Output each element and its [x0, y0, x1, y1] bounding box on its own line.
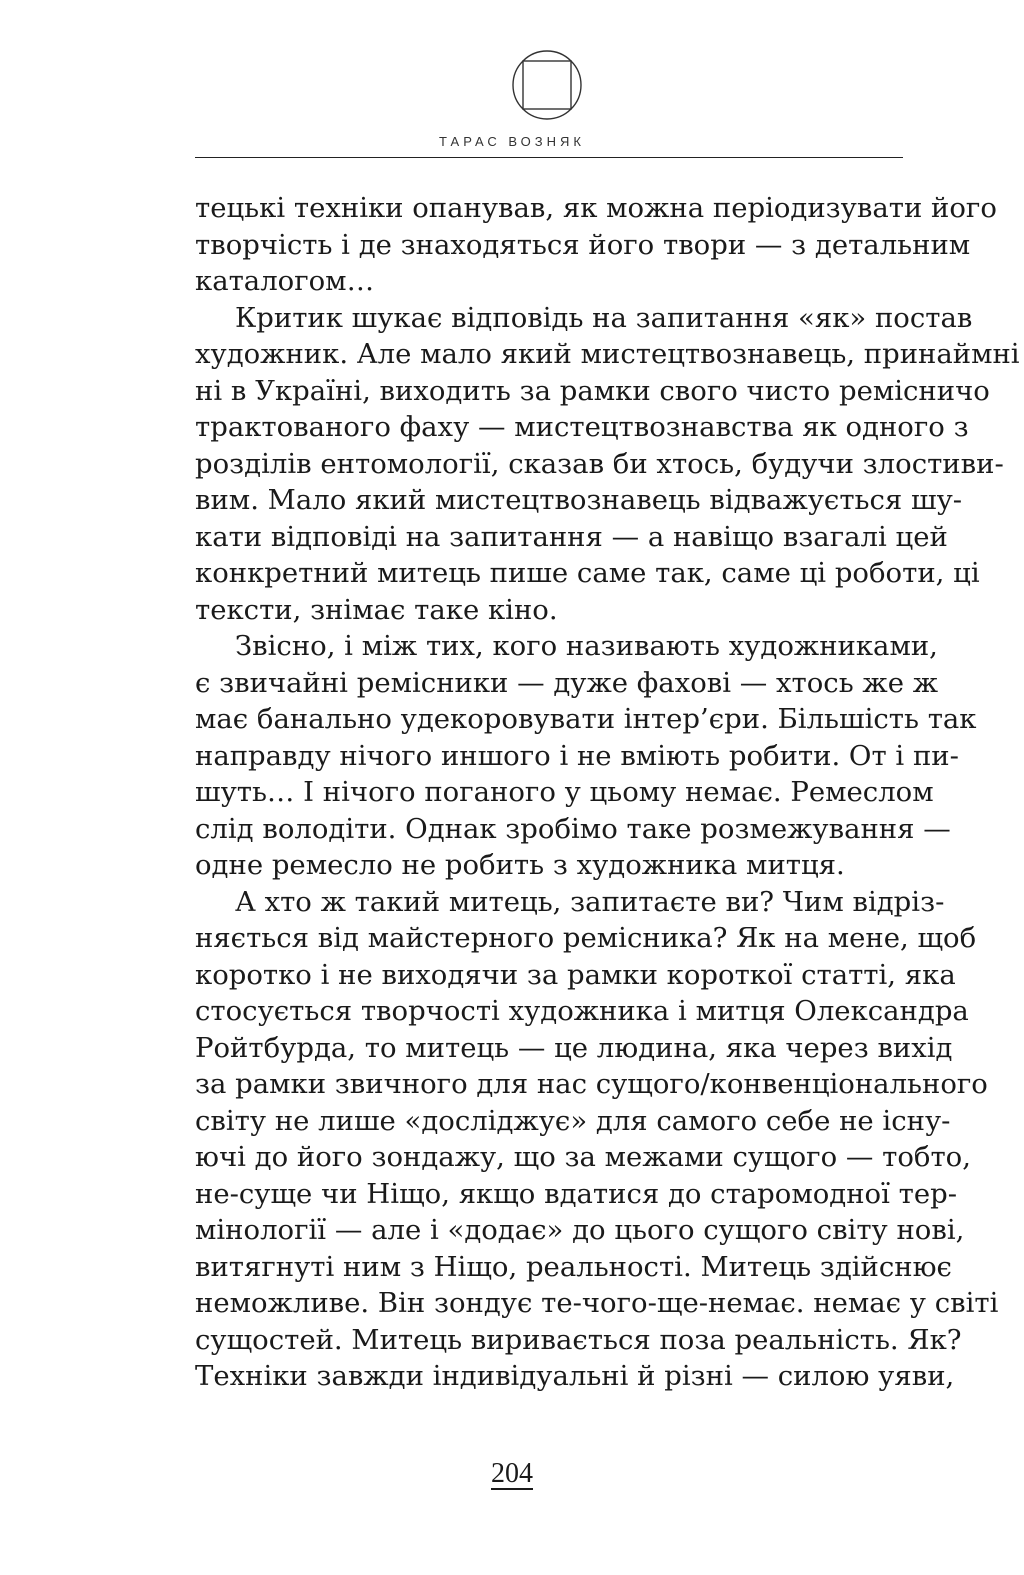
text-line: трактованого фаху — мистецтвознавства як одного з [195, 411, 969, 443]
text-line: А хто ж такий митець, запитаєте ви? Чим відріз- [235, 885, 945, 918]
header-rule [195, 157, 903, 158]
text-line: художник. Але мало який мистецтвознавець, принаймні [195, 338, 1020, 370]
text-line: Ройтбурда, то митець — це людина, яка через вихід [195, 1031, 953, 1064]
running-header-author: ТАРАС ВОЗНЯК [439, 134, 585, 149]
text-line: Техніки завжди індивідуальні й різні — силою уяви, [195, 1360, 955, 1392]
text-line: одне ремесло не робить з художника митця. [195, 849, 845, 881]
text-line: каталогом… [195, 265, 375, 297]
text-line: тецькі техніки опанував, як можна періодизувати його [195, 192, 997, 224]
text-line: є звичайні ремісники — дуже фахові — хтось же ж [195, 666, 939, 699]
text-line: за рамки звичного для нас сущого/конвенціонального [195, 1068, 988, 1100]
text-line: розділів ентомології, сказав би хтось, будучи злостиви- [195, 447, 1004, 480]
text-line: ні в Україні, виходить за рамки свого чисто ремісничо [195, 374, 990, 407]
text-line: не-суще чи Ніщо, якщо вдатися до старомодної тер- [195, 1177, 958, 1210]
page-number: 204 [491, 1458, 533, 1489]
text-line: коротко і не виходячи за рамки короткої статті, яка [195, 958, 956, 991]
text-line: тексти, знімає таке кіно. [195, 593, 558, 626]
text-line: сущостей. Митець виривається поза реальність. Як? [195, 1323, 962, 1356]
text-line: шуть… І нічого поганого у цьому немає. Ремеслом [195, 776, 934, 808]
text-line: Критик шукає відповідь на запитання «як» постав [235, 301, 973, 334]
text-line: неможливе. Він зондує те-чого-ще-немає. немає у світі [195, 1287, 999, 1319]
text-line: мінології — але і «додає» до цього сущого світу нові, [195, 1214, 965, 1246]
text-line: направду нічого иншого і не вміють робити. От і пи- [195, 739, 959, 772]
text-line: кати відповіді на запитання — а навіщо взагалі цей [195, 520, 948, 553]
text-line: слід володіти. Однак зробімо таке розмежування — [195, 812, 951, 845]
text-line: витягнуті ним з Ніщо, реальності. Митець здійснює [195, 1250, 952, 1283]
text-line: няється від майстерного ремісника? Як на мене, щоб [195, 922, 977, 954]
text-line: ючі до його зондажу, що за межами сущого — тобто, [195, 1141, 971, 1173]
text-line: Звісно, і між тих, кого називають художниками, [235, 630, 938, 662]
page-number-container [0, 1458, 1024, 1490]
text-line: має банально удекоровувати інтер’єри. Більшість так [195, 703, 977, 735]
body-text [195, 190, 1020, 1395]
circle-square-icon [512, 50, 582, 120]
text-line: світу не лише «досліджує» для самого себе не існу- [195, 1104, 951, 1137]
text-line: творчість і де знаходяться його твори — з детальним [195, 228, 971, 261]
text-line: стосується творчості художника і митця Олександра [195, 995, 969, 1027]
text-line: вим. Мало який мистецтвознавець відважується шу- [195, 484, 963, 516]
text-line: конкретний митець пише саме так, саме ці роботи, ці [195, 557, 980, 589]
